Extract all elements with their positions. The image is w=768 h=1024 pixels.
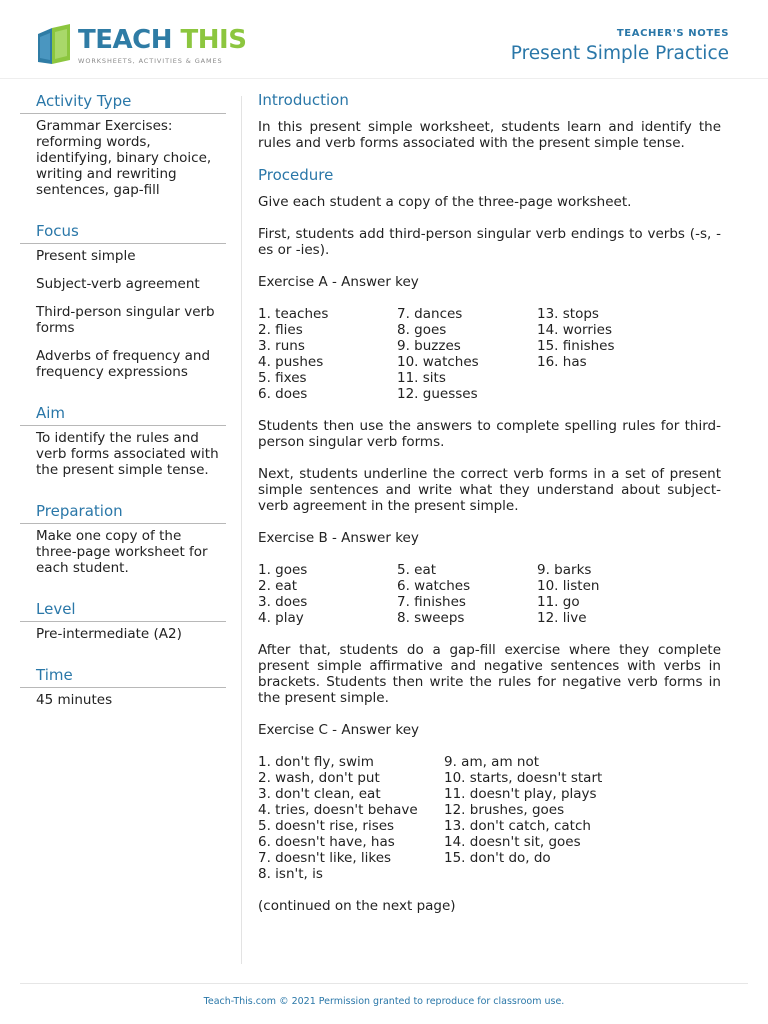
- column-divider: [241, 96, 242, 964]
- sidebar-body: [20, 244, 226, 380]
- procedure-step-4: Next, students underline the correct verb forms in a set of present simple sentences and write what they understand about subject-verb agreement in the present simple.: [258, 466, 721, 514]
- sidebar-section: [20, 600, 226, 642]
- answer-item: 10. starts, doesn't start: [444, 770, 603, 786]
- procedure-step-1: Give each student a copy of the three-page worksheet.: [258, 194, 632, 210]
- answer-item: 7. finishes: [397, 594, 466, 610]
- answer-item: 1. don't fly, swim: [258, 754, 374, 770]
- page-header: [0, 0, 768, 79]
- answer-column: [258, 562, 397, 626]
- sidebar-item: To identify the rules and verb forms associated with the present simple tense.: [36, 430, 219, 478]
- sidebar-section: [20, 222, 226, 380]
- introduction-text: In this present simple worksheet, students learn and identify the rules and verb forms associated with the present simple tense.: [258, 119, 721, 151]
- answer-item: 2. flies: [258, 322, 303, 338]
- answer-item: 15. don't do, do: [444, 850, 551, 866]
- sidebar-item: Subject-verb agreement: [36, 276, 200, 292]
- procedure-step-5: After that, students do a gap-fill exercise where they complete present simple affirmative and negative sentences with verbs in brackets. Students then write the rules for negative verb forms in the present simple.: [258, 642, 721, 706]
- answer-item: 12. guesses: [397, 386, 478, 402]
- answer-item: 6. doesn't have, has: [258, 834, 395, 850]
- answer-column: [397, 562, 537, 626]
- answer-item: 4. pushes: [258, 354, 324, 370]
- document-title: Present Simple Practice: [510, 43, 729, 64]
- logo-wordmark: TEACH THIS: [78, 25, 247, 55]
- answer-item: 4. tries, doesn't behave: [258, 802, 418, 818]
- answer-item: 16. has: [537, 354, 587, 370]
- answer-item: 3. does: [258, 594, 308, 610]
- answer-item: 5. doesn't rise, rises: [258, 818, 395, 834]
- sidebar-section: [20, 502, 226, 576]
- answer-column: [444, 754, 684, 882]
- answer-column: [537, 306, 677, 402]
- sidebar-heading: Aim: [20, 404, 226, 426]
- answer-item: 3. runs: [258, 338, 305, 354]
- answer-item: 8. goes: [397, 322, 447, 338]
- sidebar-body: [20, 114, 226, 198]
- exercise-a-label: Exercise A - Answer key: [258, 274, 419, 290]
- answer-item: 3. don't clean, eat: [258, 786, 381, 802]
- answer-item: 11. sits: [397, 370, 446, 386]
- answer-item: 9. buzzes: [397, 338, 461, 354]
- footer-copyright: Teach-This.com © 2021 Permission granted to reproduce for classroom use.: [203, 996, 565, 1007]
- answer-item: 8. isn't, is: [258, 866, 323, 882]
- sidebar-section: [20, 92, 226, 198]
- answer-item: 11. doesn't play, plays: [444, 786, 597, 802]
- sidebar-body: [20, 524, 226, 576]
- procedure-step-3: Students then use the answers to complete spelling rules for third-person singular verb forms.: [258, 418, 721, 450]
- sidebar-body: [20, 688, 226, 708]
- answer-item: 8. sweeps: [397, 610, 465, 626]
- sidebar-item: Present simple: [36, 248, 136, 264]
- sidebar-item: Make one copy of the three-page worksheet for each student.: [36, 528, 208, 576]
- answer-item: 14. worries: [537, 322, 613, 338]
- sidebar-item: 45 minutes: [36, 692, 113, 708]
- answer-item: 13. stops: [537, 306, 599, 322]
- answer-item: 6. does: [258, 386, 308, 402]
- answer-item: 12. live: [537, 610, 587, 626]
- answer-item: 5. fixes: [258, 370, 307, 386]
- answer-item: 14. doesn't sit, goes: [444, 834, 581, 850]
- exercise-b-answer-key: [258, 562, 721, 626]
- sidebar-item: Third-person singular verb forms: [36, 304, 215, 336]
- answer-item: 15. finishes: [537, 338, 615, 354]
- answer-column: [397, 306, 537, 402]
- sidebar-heading: Focus: [20, 222, 226, 244]
- answer-item: 12. brushes, goes: [444, 802, 565, 818]
- answer-column: [537, 562, 677, 626]
- footer-rule: [20, 983, 748, 984]
- answer-column: [258, 754, 444, 882]
- sidebar-item: Pre-intermediate (A2): [36, 626, 182, 642]
- sidebar-heading: Activity Type: [20, 92, 226, 114]
- answer-item: 7. doesn't like, likes: [258, 850, 392, 866]
- answer-item: 6. watches: [397, 578, 471, 594]
- sidebar-section: [20, 404, 226, 478]
- answer-item: 10. watches: [397, 354, 479, 370]
- answer-item: 9. am, am not: [444, 754, 540, 770]
- procedure-heading: Procedure: [258, 166, 334, 184]
- exercise-c-label: Exercise C - Answer key: [258, 722, 419, 738]
- exercise-c-answer-key: [258, 754, 721, 882]
- introduction-heading: Introduction: [258, 91, 349, 109]
- teachers-notes-label: TEACHER'S NOTES: [616, 28, 729, 39]
- answer-item: 9. barks: [537, 562, 592, 578]
- sidebar-body: [20, 622, 226, 642]
- book-icon: [36, 24, 74, 66]
- sidebar-heading: Level: [20, 600, 226, 622]
- answer-item: 5. eat: [397, 562, 437, 578]
- sidebar: [20, 92, 226, 732]
- sidebar-item: Grammar Exercises: reforming words, identifying, binary choice, writing and rewriting sentences, gap-fill: [36, 118, 212, 198]
- answer-item: 13. don't catch, catch: [444, 818, 591, 834]
- answer-item: 7. dances: [397, 306, 463, 322]
- sidebar-heading: Time: [20, 666, 226, 688]
- procedure-step-2: First, students add third-person singular verb endings to verbs (-s, -es or -ies).: [258, 226, 721, 258]
- answer-item: 4. play: [258, 610, 304, 626]
- exercise-b-label: Exercise B - Answer key: [258, 530, 419, 546]
- answer-item: 2. wash, don't put: [258, 770, 380, 786]
- main-content: [258, 92, 721, 930]
- answer-item: 11. go: [537, 594, 580, 610]
- answer-item: 1. goes: [258, 562, 308, 578]
- logo-tagline: WORKSHEETS, ACTIVITIES & GAMES: [78, 57, 223, 65]
- answer-item: 2. eat: [258, 578, 298, 594]
- continued-note: (continued on the next page): [258, 898, 456, 914]
- answer-column: [258, 306, 397, 402]
- sidebar-section: [20, 666, 226, 708]
- answer-item: 1. teaches: [258, 306, 329, 322]
- answer-item: 10. listen: [537, 578, 600, 594]
- exercise-a-answer-key: [258, 306, 721, 402]
- sidebar-item: Adverbs of frequency and frequency expressions: [36, 348, 211, 380]
- sidebar-heading: Preparation: [20, 502, 226, 524]
- sidebar-body: [20, 426, 226, 478]
